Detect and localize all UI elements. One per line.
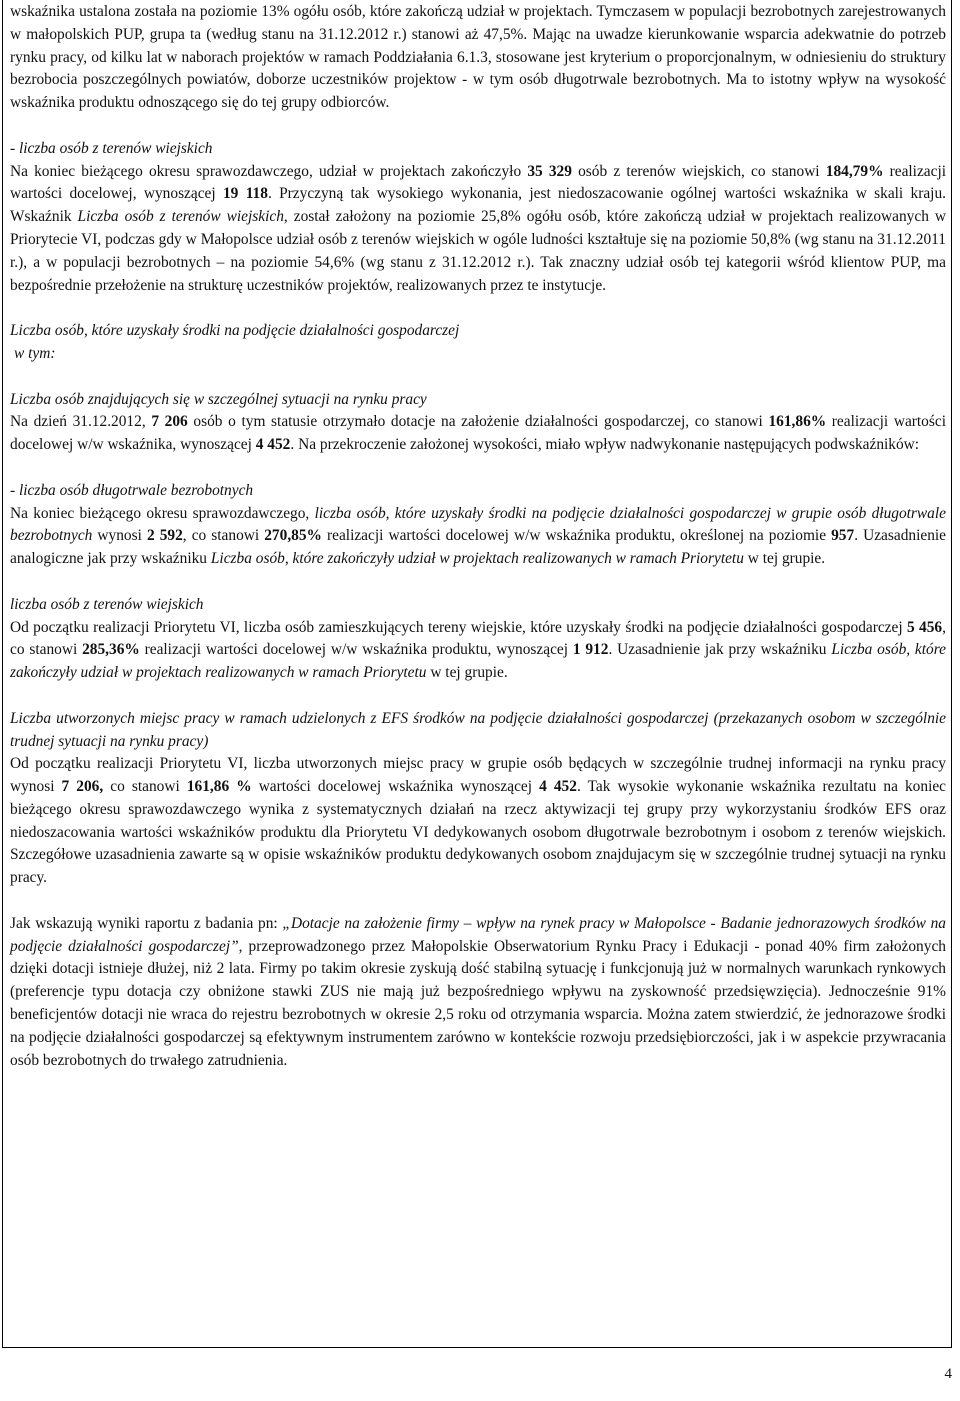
paragraph-report-findings: Jak wskazują wyniki raportu z badania pn: „Dotacje na założenie firmy – wpływ na rynek pracy w Małopolsce - Badanie jednorazowych środków na podjęcie działalności gospodarczej”, przeprowadzonego przez Małopolskie Obserwatorium Rynku Pracy i Edukacji - ponad 40% firm założonych dzięki dotacji istnieje dłużej, niż 2 lata. Firmy po takim okresie zyskują dość stabilną sytuację i funkcjonują już w normalnych warunkach rynkowych (preferencje typu dotacja czy obniżone stawki ZUS nie mają już bezpośredniego wpływu na zyskowność przedsięwzięcia). Jednocześnie 91% beneficjentów dotacji nie wraca do rejestru bezrobotnych w okresie 2,5 roku od otrzymania wsparcia. Można zatem stwierdzić, że jednorazowe środki na podjęcie działalności gospodarczej są efektywnym instrumentem zarówno w kontekście rozwoju przedsiębiorczości, jak i w aspekcie przywracania osób bezrobotnych do trwałego zatrudnienia.: [10, 914, 946, 1069]
heading-jobs-created: Liczba utworzonych miejsc pracy w ramach udzielonych z EFS środków na podjęcie działalności gospodarczej (przekazanych osobom w szczególnie trudnej sytuacji na rynku pracy): [10, 709, 946, 750]
document-body: [10, 1, 946, 1072]
heading-business-grants: Liczba osób, które uzyskały środki na podjęcie działalności gospodarczej: [10, 322, 460, 340]
heading-special-situation: Liczba osób znajdujących się w szczególnej sytuacji na rynku pracy: [10, 390, 427, 408]
heading-long-term: - liczba osób długotrwale bezrobotnych: [10, 481, 254, 499]
paragraph-unemployed: wskaźnika ustalona została na poziomie 13% ogółu osób, które zakończą udział w projektach. Tymczasem w populacji bezrobotnych zarejestrowanych w małopolskich PUP, grupa ta (według stanu na 31.12.2012 r.) stanowi aż 47,5%. Mając na uwadze kierunkowanie wsparcia adekwatnie do potrzeb rynku pracy, od kilku lat w naborach projektów w ramach Poddziałania 6.1.3, stosowane jest kryterium o proporcjonalnym, w odniesieniu do struktury bezrobocia poszczególnych powiatów, doborze uczestników projektow - w tym osób długotrwale bezrobotnych. Ma to istotny wpływ na wysokość wskaźnika produktu odnoszącego się do tej grupy odbiorców.: [10, 3, 946, 112]
paragraph-special-situation: Na dzień 31.12.2012, 7 206 osób o tym statusie otrzymało dotacje na założenie działalności gospodarczej, co stanowi 161,86% realizacji wartości docelowej w/w wskaźnika, wynoszącej 4 452. Na przekroczenie założonej wysokości, miało wpływ nadwykonanie następujących podwskaźników:: [10, 413, 946, 454]
paragraph-long-term: Na koniec bieżącego okresu sprawozdawczego, liczba osób, które uzyskały środki na podjęcie działalności gospodarczej w grupie osób długotrwale bezrobotnych wynosi 2 592, co stanowi 270,85% realizacji wartości docelowej w/w wskaźnika produktu, określonej na poziomie 957. Uzasadnienie analogiczne jak przy wskaźniku Liczba osób, które zakończyły udział w projektach realizowanych w ramach Priorytetu w tej grupie.: [10, 504, 947, 568]
heading-rural: - liczba osób z terenów wiejskich: [10, 139, 213, 157]
paragraph-jobs-created: Od początku realizacji Priorytetu VI, liczba utworzonych miejsc pracy w grupie osób będących w szczególnie trudnej informacji na rynku pracy wynosi 7 206, co stanowi 161,86 % wartości docelowej wskaźnika wynoszącej 4 452. Tak wysokie wykonanie wskaźnika rezultatu na koniec bieżącego okresu sprawozdawczego wynika z systematycznych działań na rzecz aktywizacji tej grupy przy wykorzystaniu środków EFS oraz niedoszacowania wartości wskaźników produktu dla Priorytetu VI dedykowanych osobom długotrwale bezrobotnym i osobom z terenów wiejskich. Szczegółowe uzasadnienia zawarte są w opisie wskaźników produktu dedykowanych osobom znajdujacym się w szczególnie trudnej sytuacji na rynku pracy.: [10, 755, 947, 887]
paragraph-rural: Na koniec bieżącego okresu sprawozdawczego, udział w projektach zakończyło 35 329 osób z terenów wiejskich, co stanowi 184,79% realizacji wartości docelowej, wynoszącej 19 118. Przyczyną tak wysokiego wykonania, jest niedoszacowanie ogólnej wartości wskaźnika w skali kraju. Wskaźnik Liczba osób z terenów wiejskich, został założony na poziomie 25,8% ogółu osób, które zakończą udział w projektach realizowanych w Priorytecie VI, podczas gdy w Małopolsce udział osób z terenów wiejskich w ogóle ludności kształtuje się na poziomie 50,8% (wg stanu na 31.12.2011 r.), a w populacji bezrobotnych – na poziomie 54,6% (wg stanu z 31.12.2012 r.). Tak znaczny udział osób tej kategorii wśród klientow PUP, ma bezpośrednie przełożenie na strukturę uczestników projektów, realizowanych przez te instytucje.: [10, 162, 947, 294]
heading-rural-grants: liczba osób z terenów wiejskich: [10, 595, 204, 613]
page-number: 4: [944, 1366, 952, 1382]
heading-business-grants-sub: w tym:: [14, 344, 56, 362]
paragraph-rural-grants: Od początku realizacji Priorytetu VI, liczba osób zamieszkujących tereny wiejskie, które uzyskały środki na podjęcie działalności gospodarczej 5 456, co stanowi 285,36% realizacji wartości docelowej w/w wskaźnika produktu, wynoszącej 1 912. Uzasadnienie jak przy wskaźniku Liczba osób, które zakończyły udział w projektach realizowanych w ramach Priorytetu w tej grupie.: [10, 618, 946, 682]
